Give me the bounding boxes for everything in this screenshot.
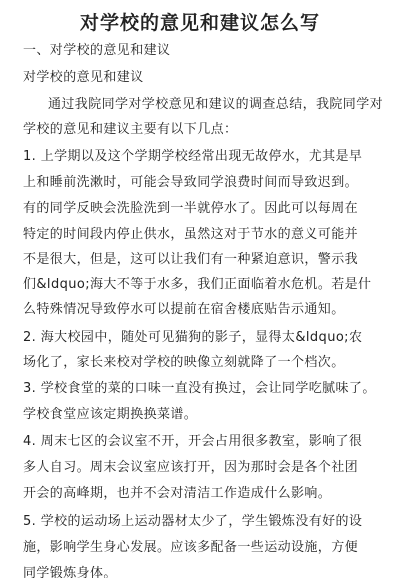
body-line: 场化了，家长来校对学校的映像立刻就降了一个档次。 xyxy=(23,355,345,370)
document-title: 对学校的意见和建议怎么写 xyxy=(79,12,320,34)
body-line: 们&ldquo;海大不等于水多，我们正面临着水危机。若是什 xyxy=(23,277,372,292)
body-line: 开会的高峰期，也并不会对清洁工作造成什么影响。 xyxy=(23,486,332,501)
body-line: 同学锻炼身体。 xyxy=(23,566,117,578)
body-line: 学校的意见和建议主要有以下几点： xyxy=(23,122,238,137)
section-heading: 一、对学校的意见和建议 xyxy=(23,43,171,58)
body-line: 1. 上学期以及这个学期学校经常出现无故停水，尤其是早 xyxy=(23,149,363,164)
body-line: 5. 学校的运动场上运动器材太少了，学生锻炼没有好的设 xyxy=(23,514,363,529)
body-line: 多人自习。周末会议室应该打开，因为那时会是各个社团 xyxy=(23,460,359,475)
body-line: 4. 周末七区的会议室不开，开会占用很多教室，影响了很 xyxy=(23,434,363,449)
body-line: 3. 学校食堂的菜的口味一直没有换过，会让同学吃腻味了。 xyxy=(23,381,376,396)
body-line: 上和睡前洗漱时，可能会导致同学浪费时间而导致迟到。 xyxy=(23,175,359,190)
body-line: 有的同学反映会洗脸洗到一半就停水了。因此可以每周在 xyxy=(23,201,359,216)
body-line: 特定的时间段内停止供水，虽然这对于节水的意义可能并 xyxy=(23,227,359,242)
body-line: 不是很大，但是，这可以让我们有一种紧迫意识，警示我 xyxy=(23,252,359,267)
body-line: 学校食堂应该定期换换菜谱。 xyxy=(23,407,198,422)
body-line: 施，影响学生身心发展。应该多配备一些运动设施，方便 xyxy=(23,540,359,555)
body-line: 通过我院同学对学校意见和建议的调查总结，我院同学对 xyxy=(48,97,384,112)
section-subheading: 对学校的意见和建议 xyxy=(23,70,144,85)
body-line: 2. 海大校园中，随处可见猫狗的影子，显得太&ldquo;农 xyxy=(23,330,363,345)
body-line: 么特殊情况导致停水可以提前在宿舍楼底贴告示通知。 xyxy=(23,302,345,317)
